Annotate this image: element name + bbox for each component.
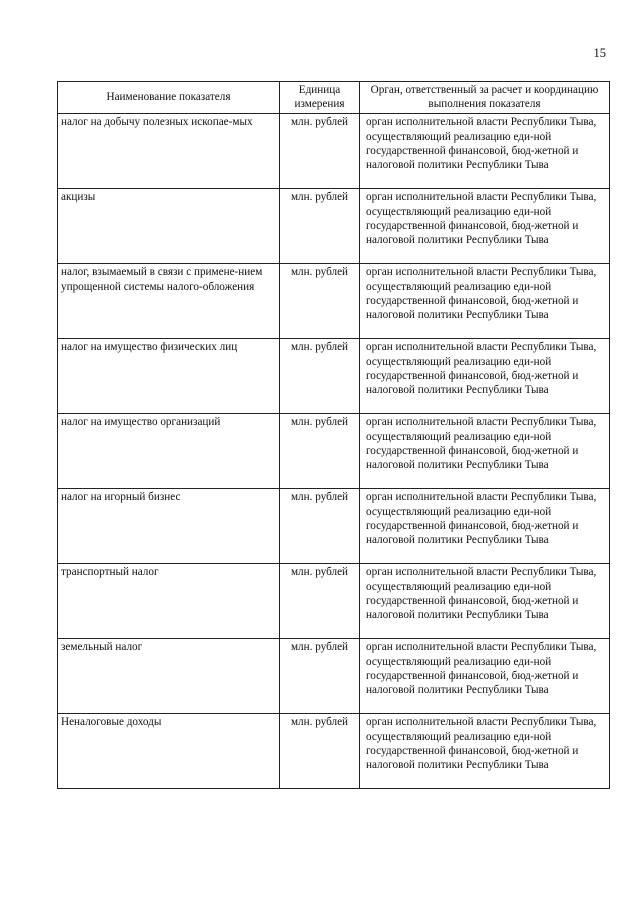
table-row [58, 489, 610, 564]
header-responsible-organ: Орган, ответственный за расчет и координацию выполнения показателя [360, 82, 610, 114]
responsible-organ-cell: орган исполнительной власти Республики Тыва, осуществляющий реализацию еди-ной государственной финансовой, бюд-жетной и налоговой политики Республики Тыва [360, 714, 610, 789]
table-row [58, 114, 610, 189]
header-unit: Единица измерения [280, 82, 360, 114]
indicator-name-cell: налог, взымаемый в связи с примене-нием упрощенной системы налого-обложения [58, 264, 280, 339]
table-row [58, 714, 610, 789]
responsible-organ-cell: орган исполнительной власти Республики Тыва, осуществляющий реализацию еди-ной государственной финансовой, бюд-жетной и налоговой политики Республики Тыва [360, 564, 610, 639]
responsible-organ-cell: орган исполнительной власти Республики Тыва, осуществляющий реализацию еди-ной государственной финансовой, бюд-жетной и налоговой политики Республики Тыва [360, 414, 610, 489]
unit-cell: млн. рублей [280, 414, 360, 489]
responsible-organ-cell: орган исполнительной власти Республики Тыва, осуществляющий реализацию еди-ной государственной финансовой, бюд-жетной и налоговой политики Республики Тыва [360, 339, 610, 414]
unit-cell: млн. рублей [280, 339, 360, 414]
page-number: 15 [593, 46, 606, 60]
table-header-row [58, 82, 610, 114]
responsible-organ-cell: орган исполнительной власти Республики Тыва, осуществляющий реализацию еди-ной государственной финансовой, бюд-жетной и налоговой политики Республики Тыва [360, 639, 610, 714]
indicator-name-cell: земельный налог [58, 639, 280, 714]
table-row [58, 564, 610, 639]
header-indicator-name: Наименование показателя [58, 82, 280, 114]
unit-cell: млн. рублей [280, 114, 360, 189]
unit-cell: млн. рублей [280, 564, 360, 639]
unit-cell: млн. рублей [280, 189, 360, 264]
table-row [58, 414, 610, 489]
table-row [58, 639, 610, 714]
indicators-table [57, 81, 610, 789]
table-row [58, 339, 610, 414]
responsible-organ-cell: орган исполнительной власти Республики Тыва, осуществляющий реализацию еди-ной государственной финансовой, бюд-жетной и налоговой политики Республики Тыва [360, 114, 610, 189]
indicator-name-cell: Неналоговые доходы [58, 714, 280, 789]
indicator-name-cell: налог на добычу полезных ископае-мых [58, 114, 280, 189]
unit-cell: млн. рублей [280, 264, 360, 339]
unit-cell: млн. рублей [280, 489, 360, 564]
responsible-organ-cell: орган исполнительной власти Республики Тыва, осуществляющий реализацию еди-ной государственной финансовой, бюд-жетной и налоговой политики Республики Тыва [360, 489, 610, 564]
responsible-organ-cell: орган исполнительной власти Республики Тыва, осуществляющий реализацию еди-ной государственной финансовой, бюд-жетной и налоговой политики Республики Тыва [360, 189, 610, 264]
table-row [58, 264, 610, 339]
unit-cell: млн. рублей [280, 639, 360, 714]
indicator-name-cell: транспортный налог [58, 564, 280, 639]
indicator-name-cell: налог на имущество организаций [58, 414, 280, 489]
indicator-name-cell: акцизы [58, 189, 280, 264]
table-row [58, 189, 610, 264]
responsible-organ-cell: орган исполнительной власти Республики Тыва, осуществляющий реализацию еди-ной государственной финансовой, бюд-жетной и налоговой политики Республики Тыва [360, 264, 610, 339]
indicator-name-cell: налог на имущество физических лиц [58, 339, 280, 414]
indicator-name-cell: налог на игорный бизнес [58, 489, 280, 564]
unit-cell: млн. рублей [280, 714, 360, 789]
